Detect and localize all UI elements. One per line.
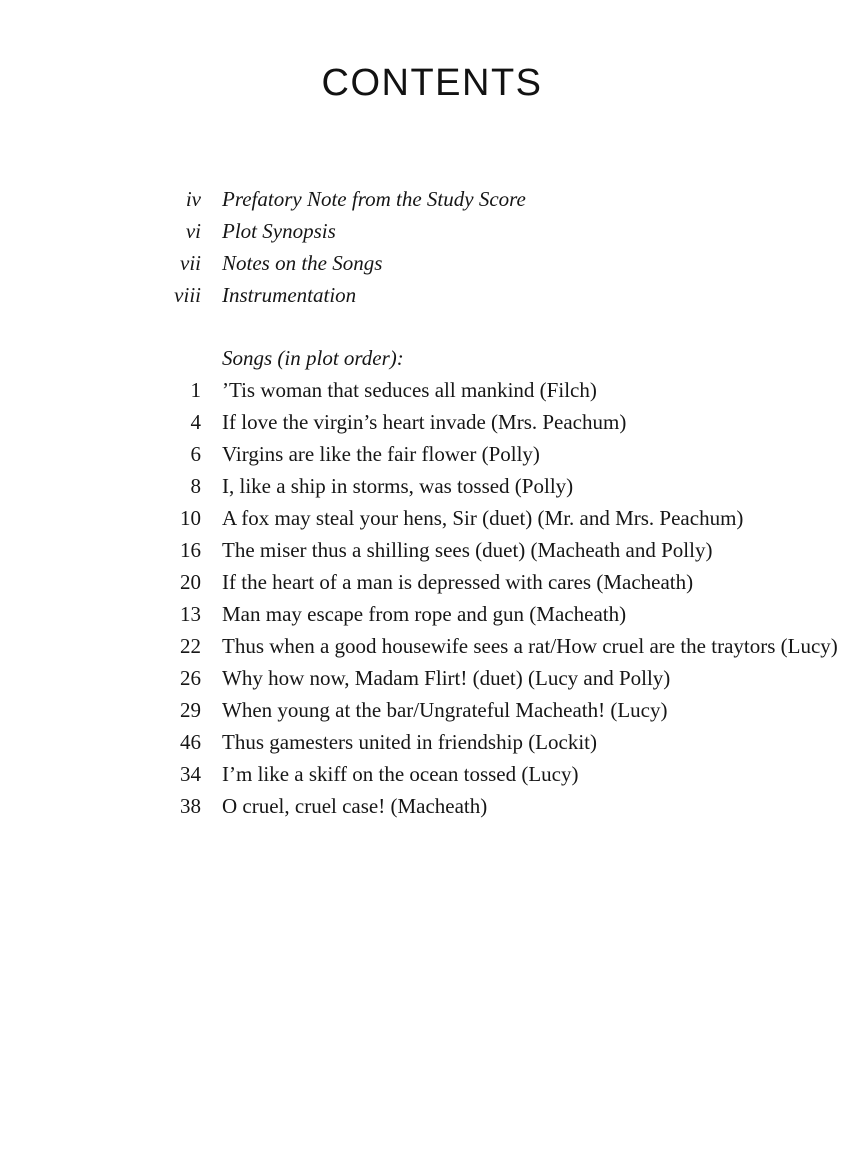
page-number: vi (185, 219, 201, 243)
toc-row (0, 374, 864, 406)
page-number: 4 (190, 410, 201, 434)
page-number: 13 (180, 602, 201, 626)
front-matter-list (0, 183, 864, 311)
table-of-contents (0, 183, 864, 822)
toc-row (0, 279, 864, 311)
toc-row (0, 758, 864, 790)
page-number: 26 (180, 666, 201, 690)
page-number: iv (185, 187, 201, 211)
page-number: 6 (190, 442, 201, 466)
entry-title: ’Tis woman that seduces all mankind (Filch) (222, 378, 597, 402)
entry-title: I’m like a skiff on the ocean tossed (Lucy) (222, 762, 579, 786)
entry-title: When young at the bar/Ungrateful Macheath! (Lucy) (222, 698, 668, 722)
toc-row (0, 183, 864, 215)
entry-title: The miser thus a shilling sees (duet) (Macheath and Polly) (222, 538, 713, 562)
entry-title: Notes on the Songs (222, 251, 383, 275)
entry-title: Virgins are like the fair flower (Polly) (222, 442, 540, 466)
entry-title: Man may escape from rope and gun (Macheath) (222, 602, 627, 626)
toc-row (0, 215, 864, 247)
toc-row (0, 247, 864, 279)
page-number: viii (174, 283, 201, 307)
page-number: 46 (180, 730, 201, 754)
toc-row (0, 566, 864, 598)
toc-row (0, 502, 864, 534)
page-number: 10 (180, 506, 201, 530)
entry-title: Prefatory Note from the Study Score (222, 187, 526, 211)
entry-title: Why how now, Madam Flirt! (duet) (Lucy and Polly) (222, 666, 671, 690)
toc-row (0, 630, 864, 662)
page-number: 38 (180, 794, 201, 818)
toc-row (0, 726, 864, 758)
toc-row (0, 470, 864, 502)
toc-row (0, 790, 864, 822)
toc-row (0, 438, 864, 470)
entry-title: O cruel, cruel case! (Macheath) (222, 794, 488, 818)
entry-title: Plot Synopsis (222, 219, 336, 243)
songs-list (0, 374, 864, 822)
page-number: vii (180, 251, 201, 275)
page-number: 16 (180, 538, 201, 562)
page-title: CONTENTS (321, 62, 543, 104)
toc-row (0, 534, 864, 566)
entry-title: I, like a ship in storms, was tossed (Polly) (222, 474, 574, 498)
entry-title: Thus gamesters united in friendship (Lockit) (222, 730, 597, 754)
page-number: 8 (190, 474, 201, 498)
toc-row (0, 694, 864, 726)
page-number: 20 (180, 570, 201, 594)
songs-section-header: Songs (in plot order): (222, 346, 404, 370)
page-number: 29 (180, 698, 201, 722)
songs-section (0, 342, 864, 374)
page-number: 1 (190, 378, 201, 402)
entry-title: A fox may steal your hens, Sir (duet) (Mr. and Mrs. Peachum) (222, 506, 744, 530)
entry-title: Instrumentation (222, 283, 357, 307)
entry-title: If the heart of a man is depressed with cares (Macheath) (222, 570, 694, 594)
page-number: 34 (180, 762, 201, 786)
entry-title: Thus when a good housewife sees a rat/How cruel are the traytors (Lucy) (222, 634, 838, 658)
toc-row (0, 406, 864, 438)
entry-title: If love the virgin’s heart invade (Mrs. Peachum) (222, 410, 627, 434)
page-number: 22 (180, 634, 201, 658)
toc-row (0, 662, 864, 694)
toc-row (0, 598, 864, 630)
